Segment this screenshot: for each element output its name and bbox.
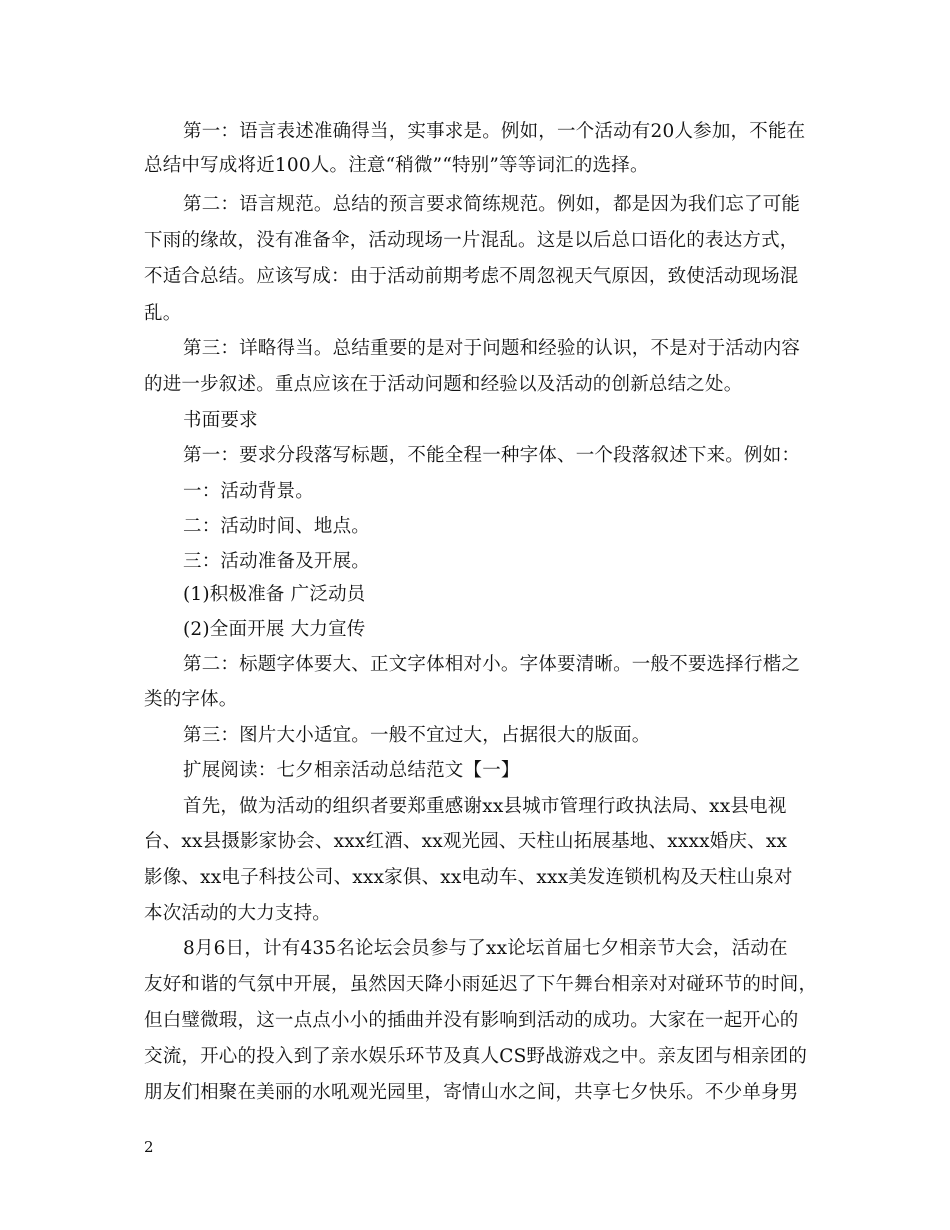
list-item: 一：活动背景。 xyxy=(183,481,314,502)
text-line: 不适合总结。应该写成：由于活动前期考虑不周忽视天气原因，致使活动现场混 xyxy=(144,266,799,287)
text-line: 第二：标题字体要大、正文字体相对小。字体要清晰。一般不要选择行楷之 xyxy=(183,654,801,675)
text-line: 第二：语言规范。总结的预言要求简练规范。例如，都是因为我们忘了可能 xyxy=(183,194,801,215)
list-item: (2)全面开展 大力宣传 xyxy=(183,619,366,640)
section-heading: 扩展阅读：七夕相亲活动总结范文【一】 xyxy=(183,760,520,781)
text-line: 第一：要求分段落写标题，不能全程一种字体、一个段落叙述下来。例如： xyxy=(183,445,801,466)
text-line: 第三：图片大小适宜。一般不宜过大，占据很大的版面。 xyxy=(183,725,651,746)
section-heading: 书面要求 xyxy=(183,410,258,431)
text-line: 但白璧微瑕，这一点点小小的插曲并没有影响到活动的成功。大家在一起开心的 xyxy=(144,1010,799,1031)
text-line: 本次活动的大力支持。 xyxy=(144,903,332,924)
text-line: 乱。 xyxy=(144,303,182,324)
text-line: 类的字体。 xyxy=(144,689,238,710)
list-item: (1)积极准备 广泛动员 xyxy=(183,584,366,605)
text-line: 下雨的缘故，没有准备伞，活动现场一片混乱。这是以后总口语化的表达方式， xyxy=(144,230,799,251)
text-line: 友好和谐的气氛中开展，虽然因天降小雨延迟了下午舞台相亲对对碰环节的时间， xyxy=(144,974,818,995)
text-line: 8月6日，计有435名论坛会员参与了xx论坛首届七夕相亲节大会，活动在 xyxy=(183,938,788,959)
text-line: 第一：语言表述准确得当，实事求是。例如，一个活动有20人参加，不能在 xyxy=(183,121,806,142)
text-line: 的进一步叙述。重点应该在于活动问题和经验以及活动的创新总结之处。 xyxy=(144,374,743,395)
text-line: 首先，做为活动的组织者要郑重感谢xx县城市管理行政执法局、xx县电视 xyxy=(183,796,787,817)
text-line: 影像、xx电子科技公司、xxx家俱、xx电动车、xxx美发连锁机构及天柱山泉对 xyxy=(144,867,793,888)
text-line: 交流，开心的投入到了亲水娱乐环节及真人CS野战游戏之中。亲友团与相亲团的 xyxy=(144,1046,808,1067)
list-item: 二：活动时间、地点。 xyxy=(183,516,371,537)
text-line: 朋友们相聚在美丽的水吼观光园里，寄情山水之间，共享七夕快乐。不少单身男 xyxy=(144,1082,799,1103)
page-number: 2 xyxy=(144,1138,154,1156)
list-item: 三：活动准备及开展。 xyxy=(183,551,371,572)
text-line: 第三：详略得当。总结重要的是对于问题和经验的认识，不是对于活动内容 xyxy=(183,338,801,359)
text-line: 总结中写成将近100人。注意“稍微”“特别”等等词汇的选择。 xyxy=(144,155,649,176)
text-line: 台、xx县摄影家协会、xxx红酒、xx观光园、天柱山拓展基地、xxxx婚庆、xx xyxy=(144,831,788,852)
